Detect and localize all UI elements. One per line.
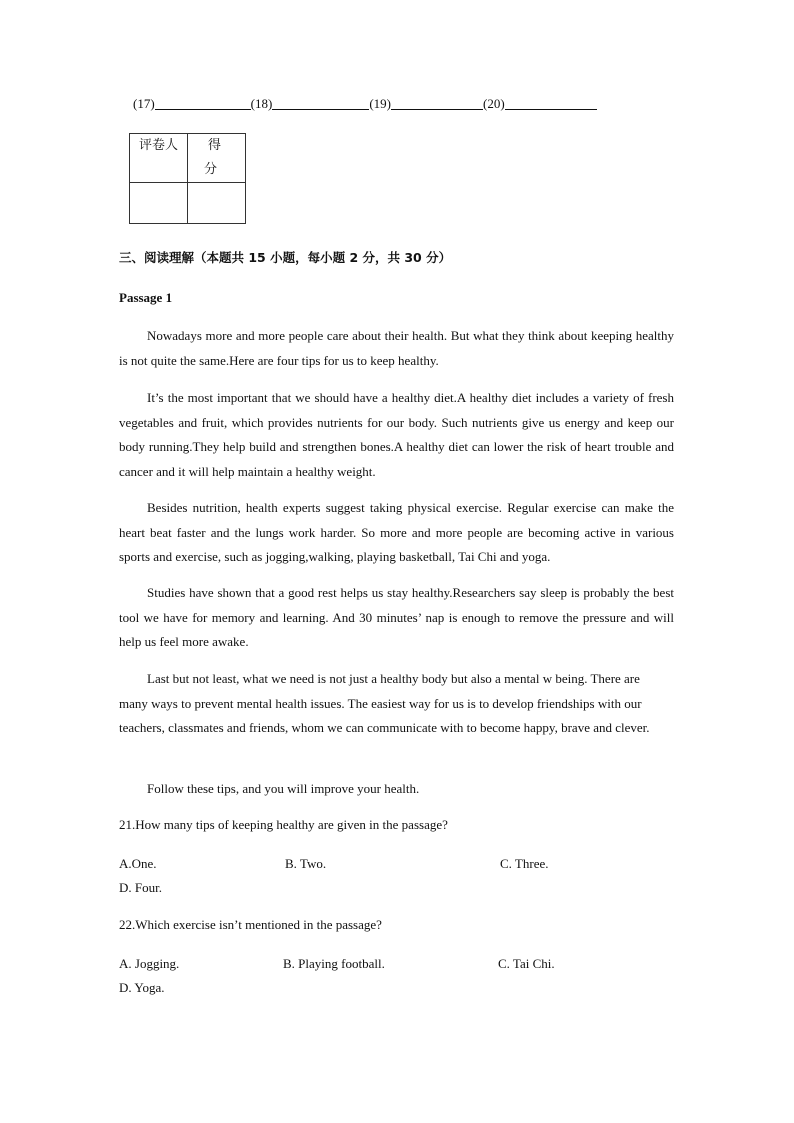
blank-17[interactable] <box>133 96 251 112</box>
blank-label: (19) <box>369 96 392 111</box>
option-c[interactable]: C. Three. <box>500 856 549 871</box>
blank-line <box>272 109 369 110</box>
blank-line <box>155 109 251 110</box>
score-header: 得分 <box>188 134 246 183</box>
blank-label: (17) <box>133 96 155 111</box>
option-b[interactable]: B. Playing football. <box>283 956 385 971</box>
question-21-stem: 21.How many tips of keeping healthy are given in the passage? <box>119 817 448 832</box>
passage-paragraph: Last but not least, what we need is not just a healthy body but also a mental w being. There are many ways to prevent mental health issues. The easiest way for us is to develop friendships with our teachers, classmates and friends, whom we can communicate with to become happy, brave and clever. <box>119 671 650 735</box>
blank-18[interactable] <box>251 96 370 112</box>
blank-19[interactable] <box>369 96 483 112</box>
option-a[interactable]: A. Jogging. <box>119 956 180 971</box>
blank-line <box>505 109 597 110</box>
passage-paragraph: Studies have shown that a good rest helps us stay healthy.Researchers say sleep is probably the best tool we have for memory and learning. And 30 minutes’ nap is enough to remove the pressure and will help us feel more awake. <box>119 585 674 649</box>
passage-paragraph: Nowadays more and more people care about their health. But what they think about keeping healthy is not quite the same.Here are four tips for us to keep healthy. <box>119 328 674 368</box>
blank-label: (18) <box>250 96 273 111</box>
passage-paragraph: Besides nutrition, health experts suggest taking physical exercise. Regular exercise can make the heart beat faster and the lungs work harder. So more and more people are becoming active in various sports and exercise, such as jogging,walking, playing basketball, Tai Chi and yoga. <box>119 500 674 564</box>
blank-20[interactable] <box>483 96 597 112</box>
score-cell[interactable] <box>188 183 246 224</box>
option-d[interactable]: D. Four. <box>119 880 162 895</box>
passage-title: Passage 1 <box>119 290 173 305</box>
section-title: 三、阅读理解（本题共 15 小题，每小题 2 分，共 30 分） <box>119 250 452 265</box>
passage-paragraph: Follow these tips, and you will improve your health. <box>147 781 420 796</box>
blank-label: (20) <box>483 96 505 111</box>
option-d[interactable]: D. Yoga. <box>119 980 165 995</box>
blank-line <box>391 109 483 110</box>
option-b[interactable]: B. Two. <box>285 856 327 871</box>
scorer-header: 评卷人 <box>130 134 188 183</box>
passage-paragraph: It’s the most important that we should have a healthy diet.A healthy diet includes a variety of fresh vegetables and fruit, which provides nutrients for our body. Such nutrients give us energy and keep our body running.They help build and strengthen bones.A healthy diet can lower the risk of heart trouble and cancer and it will help maintain a healthy weight. <box>119 390 674 479</box>
answer-blanks-row <box>133 96 597 112</box>
question-22-stem: 22.Which exercise isn’t mentioned in the passage? <box>119 917 382 932</box>
scorer-cell[interactable] <box>130 183 188 224</box>
option-c[interactable]: C. Tai Chi. <box>498 956 555 971</box>
scorer-table <box>129 133 246 224</box>
option-a[interactable]: A.One. <box>119 856 157 871</box>
